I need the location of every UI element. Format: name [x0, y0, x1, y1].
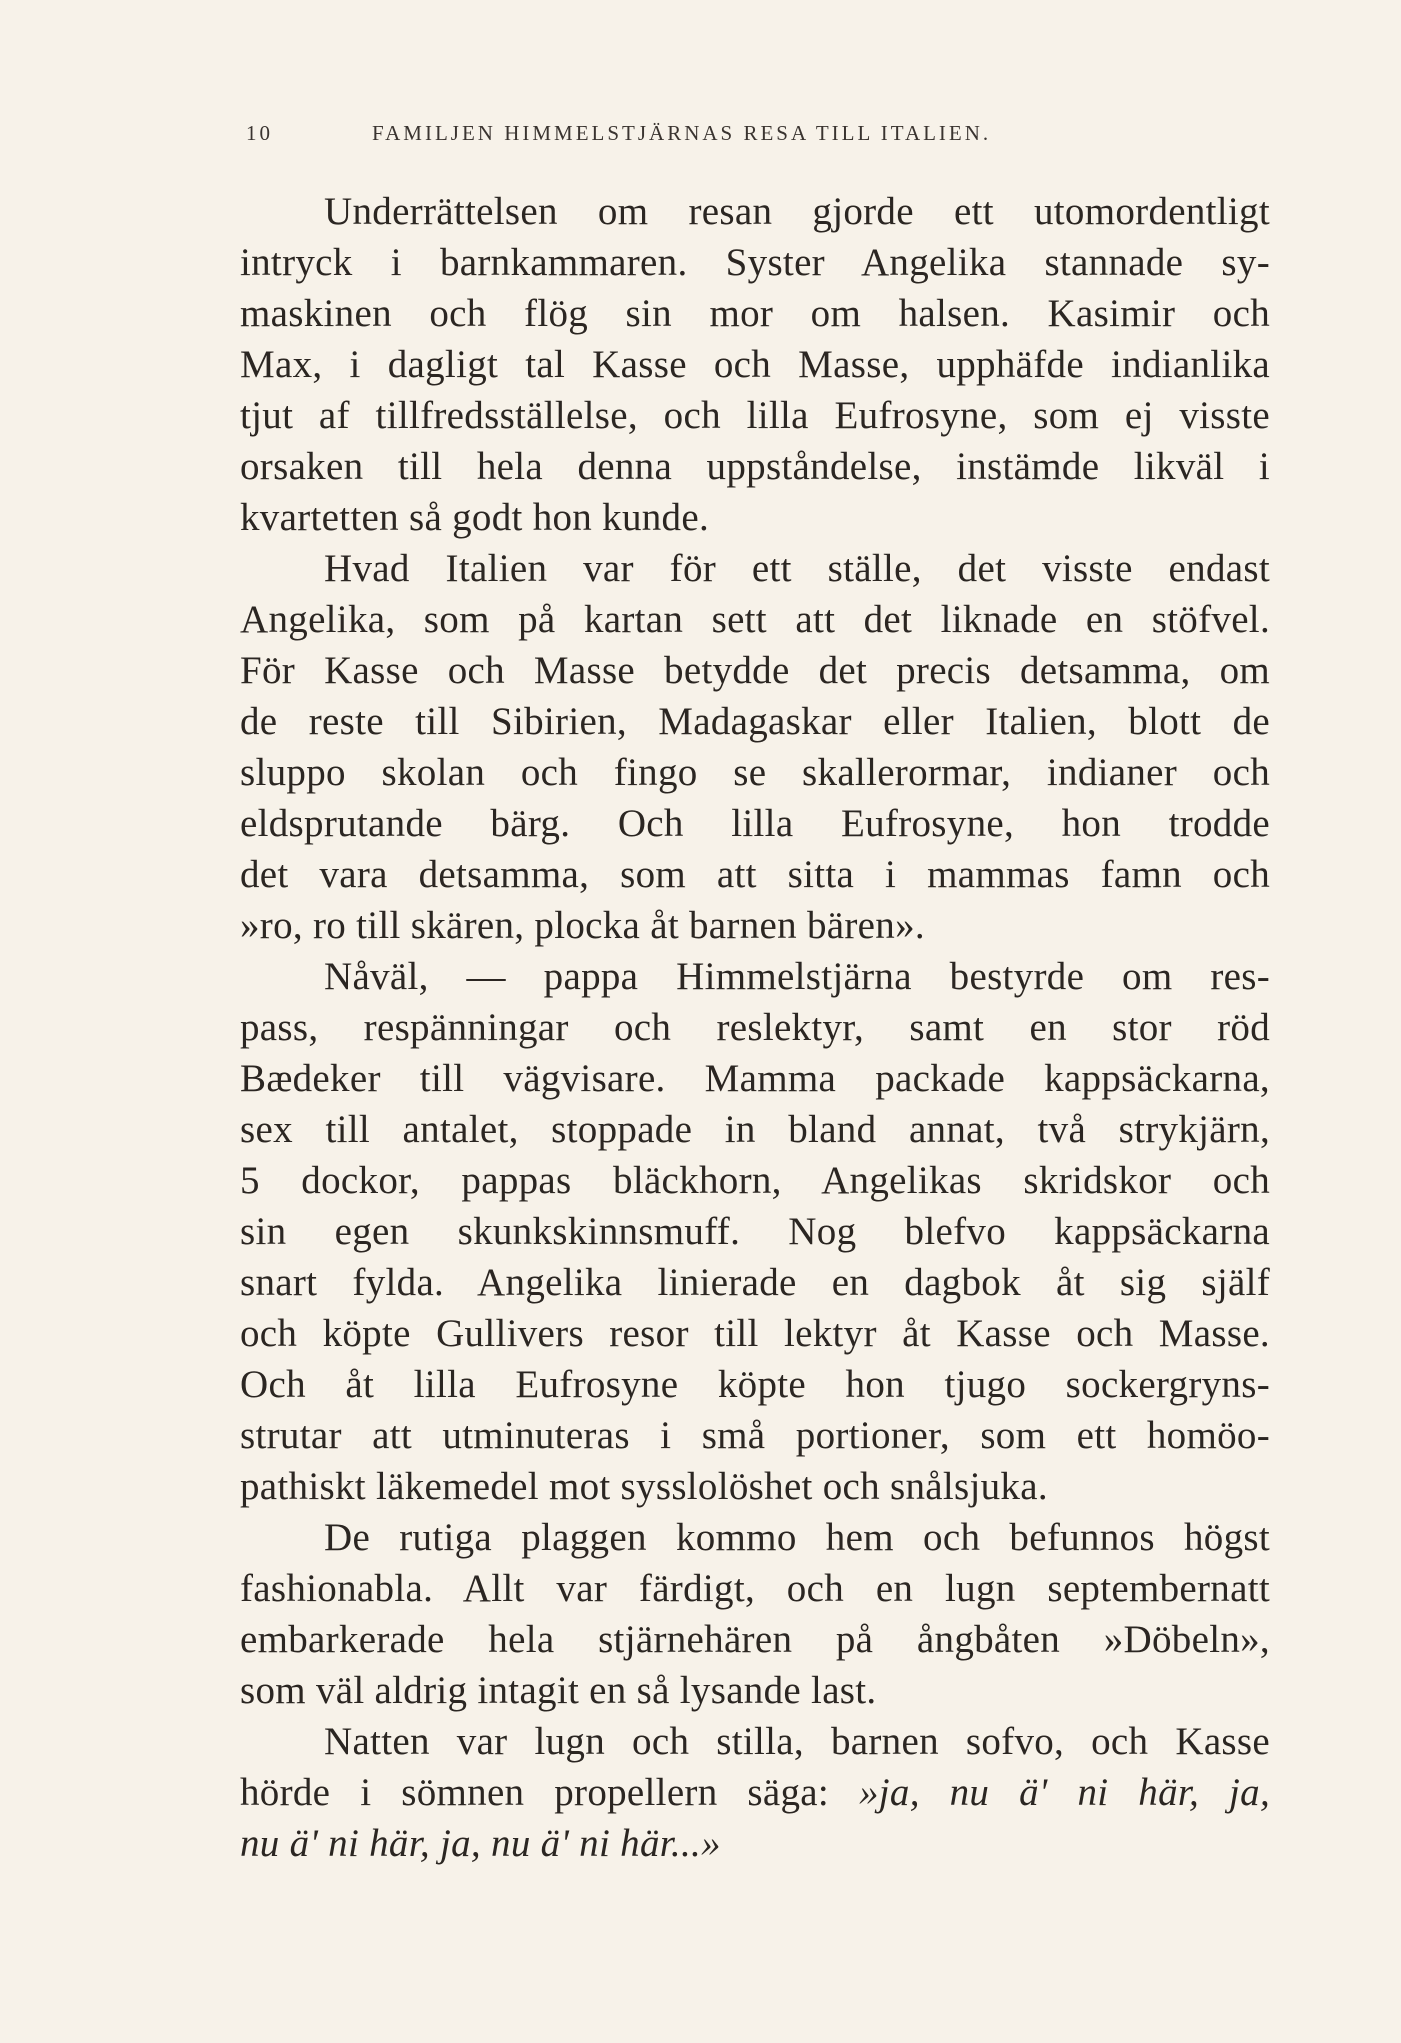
- text-line: pass, respänningar och reslektyr, samt en stor röd: [240, 1006, 1270, 1049]
- text-line: de reste till Sibirien, Madagaskar eller Italien, blott de: [240, 700, 1270, 743]
- text-line: Max, i dagligt tal Kasse och Masse, upphäfde indianlika: [240, 343, 1270, 386]
- body-text: [240, 186, 1270, 1869]
- text-line: fashionabla. Allt var färdigt, och en lugn septembernatt: [240, 1567, 1270, 1610]
- text-line: »ro, ro till skären, plocka åt barnen bären».: [240, 904, 925, 947]
- text-line-italic: nu ä' ni här, ja, nu ä' ni här...»: [240, 1822, 721, 1865]
- text-line: Och åt lilla Eufrosyne köpte hon tjugo sockergryns-: [240, 1363, 1270, 1406]
- text-line: Bædeker till vägvisare. Mamma packade kappsäckarna,: [240, 1057, 1270, 1100]
- page-number: 10: [246, 121, 273, 145]
- text-line: Natten var lugn och stilla, barnen sofvo, och Kasse: [324, 1720, 1270, 1763]
- text-line: det vara detsamma, som att sitta i mammas famn och: [240, 853, 1270, 896]
- text-line: Hvad Italien var för ett ställe, det visste endast: [324, 547, 1270, 590]
- text-line: Nåväl, — pappa Himmelstjärna bestyrde om res-: [324, 955, 1270, 998]
- text-line: som väl aldrig intagit en så lysande last.: [240, 1669, 877, 1712]
- text-line: [240, 1818, 1270, 1869]
- text-line: intryck i barnkammaren. Syster Angelika stannade sy-: [240, 241, 1270, 284]
- text-line: [240, 1767, 1270, 1818]
- text-line: eldsprutande bärg. Och lilla Eufrosyne, hon trodde: [240, 802, 1270, 845]
- text-line-roman: hörde i sömnen propellern säga:: [240, 1771, 830, 1814]
- text-line: De rutiga plaggen kommo hem och befunnos högst: [324, 1516, 1270, 1559]
- text-line: kvartetten så godt hon kunde.: [240, 496, 710, 539]
- text-line: sin egen skunkskinnsmuff. Nog blefvo kappsäckarna: [240, 1210, 1270, 1253]
- text-line: embarkerade hela stjärnehären på ångbåten »Döbeln»,: [240, 1618, 1270, 1661]
- text-line: sluppo skolan och fingo se skallerormar, indianer och: [240, 751, 1270, 794]
- text-line: maskinen och flög sin mor om halsen. Kasimir och: [240, 292, 1270, 335]
- text-line: Angelika, som på kartan sett att det liknade en stöfvel.: [240, 598, 1270, 641]
- text-line-italic: »ja, nu ä' ni här, ja,: [858, 1771, 1270, 1814]
- text-line: pathiskt läkemedel mot sysslolöshet och snålsjuka.: [240, 1465, 1048, 1508]
- running-head: [246, 121, 1126, 161]
- text-line: sex till antalet, stoppade in bland annat, två strykjärn,: [240, 1108, 1270, 1151]
- text-line: 5 dockor, pappas bläckhorn, Angelikas skridskor och: [240, 1159, 1270, 1202]
- text-line: strutar att utminuteras i små portioner, som ett homöo-: [240, 1414, 1270, 1457]
- text-line: För Kasse och Masse betydde det precis detsamma, om: [240, 649, 1270, 692]
- text-line: Underrättelsen om resan gjorde ett utomordentligt: [324, 190, 1270, 233]
- text-line: tjut af tillfredsställelse, och lilla Eufrosyne, som ej visste: [240, 394, 1270, 437]
- text-line: och köpte Gullivers resor till lektyr åt Kasse och Masse.: [240, 1312, 1270, 1355]
- text-line: snart fylda. Angelika linierade en dagbok åt sig själf: [240, 1261, 1270, 1304]
- running-title: FAMILJEN HIMMELSTJÄRNAS RESA TILL ITALIEN.: [372, 121, 992, 145]
- text-line: orsaken till hela denna uppståndelse, instämde likväl i: [240, 445, 1270, 488]
